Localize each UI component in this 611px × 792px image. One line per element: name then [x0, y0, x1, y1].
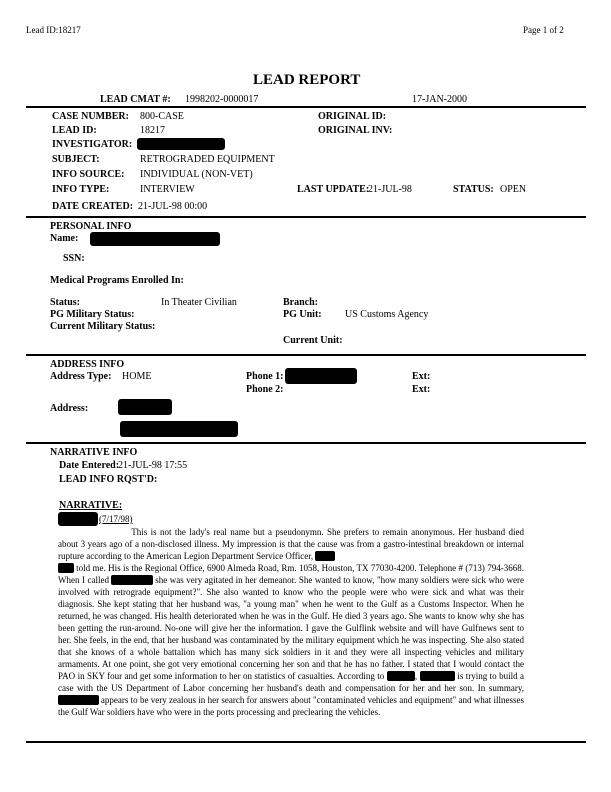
redaction-inline [58, 695, 99, 705]
info-type-value: INTERVIEW [140, 184, 195, 195]
current-military-status-label: Current Military Status: [50, 321, 156, 332]
address-type-label: Address Type: [50, 371, 112, 382]
redaction-inline [111, 575, 152, 585]
last-update-value: 21-JUL-98 [368, 184, 412, 195]
lead-info-rqstd-label: LEAD INFO RQST'D: [59, 474, 158, 485]
redaction-phone1 [285, 368, 357, 384]
divider [26, 741, 586, 743]
redaction-investigator [137, 138, 225, 150]
cmat-label: LEAD CMAT #: [100, 94, 171, 105]
address-type-value: HOME [122, 371, 152, 382]
redaction-inline [420, 671, 455, 681]
info-type-label: INFO TYPE: [52, 184, 110, 195]
redaction-narrative-name [58, 512, 98, 526]
narrative-date-note: (7/17/98) [99, 514, 133, 524]
address-info-heading: ADDRESS INFO [50, 359, 125, 370]
divider [26, 216, 586, 218]
original-id-label: ORIGINAL ID: [318, 111, 387, 122]
case-number-label: CASE NUMBER: [52, 111, 129, 122]
last-update-label: LAST UPDATE: [297, 184, 370, 195]
pg-unit-value: US Customs Agency [345, 309, 429, 320]
subject-value: RETROGRADED EQUIPMENT [140, 154, 275, 165]
date-created-value: 21-JUL-98 00:00 [138, 201, 208, 212]
personal-info-heading: PERSONAL INFO [50, 221, 132, 232]
cmat-value: 1998202-0000017 [185, 94, 259, 105]
redaction-inline [387, 671, 415, 681]
date-created-label: DATE CREATED: [52, 201, 134, 212]
narrative-text-6: appears to be very zealous in her search for answers about "contaminated vehicles and equipment" and what illnesses the Gulf War soldiers have who were in the ports processing and preclearing the vehicles. [58, 695, 525, 717]
pg-unit-label: PG Unit: [283, 309, 322, 320]
narrative-text-2: told me. His is the Regional Office, 6900 Almeda Road, Rm. 1058, Houston, TX 77030-4200. Telephone # (713) 794-3668. When I called [58, 563, 524, 585]
ext1-label: Ext: [412, 371, 431, 382]
original-inv-label: ORIGINAL INV: [318, 125, 393, 136]
info-source-label: INFO SOURCE: [52, 169, 125, 180]
divider [26, 354, 586, 356]
phone2-label: Phone 2: [246, 384, 284, 395]
divider [26, 442, 586, 444]
cmat-date: 17-JAN-2000 [412, 94, 467, 105]
status-label: STATUS: [453, 184, 494, 195]
lead-id-value: 18217 [140, 125, 165, 136]
name-label: Name: [50, 233, 79, 244]
narrative-text-1: This is not the lady's real name but a pseudonymn. She prefers to remain anonymous. Her husband died about 3 years ago of a non-disclosed illness. My impression is that the cause was from a gastro-intestinal breakdown or internal rupture according to the American Legion Department Service Officer, [58, 527, 524, 561]
narrative-info-heading: NARRATIVE INFO [50, 447, 138, 458]
narrative-text-3: she was very agitated in her demeanor. She wanted to know, "how many soldiers were sick who were involved with retrograde equipment?". She also wanted to know who the people were who were sick and what was their diagnosis. She kept stating that her husband was, "a young man" when he went to the Gulf as a Customs Inspector. When he returned, he was changed. His health deteriorated when he was in the Gulf. He died 3 years ago. She wants to know why she has been getting the run-around. No-one will give her the information. I gave the Gulflink website and will have Gulfnews sent to her. She feels, in the end, that her husband was contaminated by the military equipment which he was inspecting. She also stated that she knows of a whole battalion which has many sick soldiers in it and they were all inspecting vehicles and military armaments. At one point, she got very emotional concerning her son and that he has no father. I stated that I would contact the PAO in SKY four and get some information to her on statistics of casualties. According to [58, 575, 524, 681]
personal-status-label: Status: [50, 297, 81, 308]
branch-label: Branch: [283, 297, 318, 308]
status-value: OPEN [500, 184, 527, 195]
redaction-inline [58, 563, 74, 573]
narrative-heading: NARRATIVE: [59, 500, 123, 511]
redaction-name [90, 232, 220, 246]
ssn-label: SSN: [63, 253, 85, 264]
date-entered-value: 21-JUL-98 17:55 [118, 460, 188, 471]
pg-military-status-label: PG Military Status: [50, 309, 135, 320]
divider [26, 106, 586, 108]
case-number-value: 800-CASE [140, 111, 184, 122]
report-title: LEAD REPORT [253, 72, 361, 88]
redaction-inline: ​ [317, 551, 334, 561]
subject-label: SUBJECT: [52, 154, 100, 165]
narrative-body [58, 526, 524, 718]
header-lead-id: Lead ID:18217 [26, 25, 81, 35]
address-label: Address: [50, 403, 89, 414]
medical-programs-label: Medical Programs Enrolled In: [50, 275, 184, 286]
redaction-address-line2 [120, 421, 238, 437]
personal-status-value: In Theater Civilian [161, 297, 237, 308]
ext2-label: Ext: [412, 384, 431, 395]
current-unit-label: Current Unit: [283, 335, 343, 346]
date-entered-label: Date Entered: [59, 460, 120, 471]
investigator-label: INVESTIGATOR: [52, 139, 133, 150]
info-source-value: INDIVIDUAL (NON-VET) [140, 169, 253, 180]
phone1-label: Phone 1: [246, 371, 284, 382]
narrative-text-4: , [414, 671, 420, 681]
narrative-text-5: is trying to build a case with the US Department of Labor concerning her husband's death and compensation for her and her son. In summary, [58, 671, 524, 693]
redaction-address-line1 [118, 399, 172, 415]
lead-id-label: LEAD ID: [52, 125, 97, 136]
header-page-number: Page 1 of 2 [523, 25, 564, 35]
